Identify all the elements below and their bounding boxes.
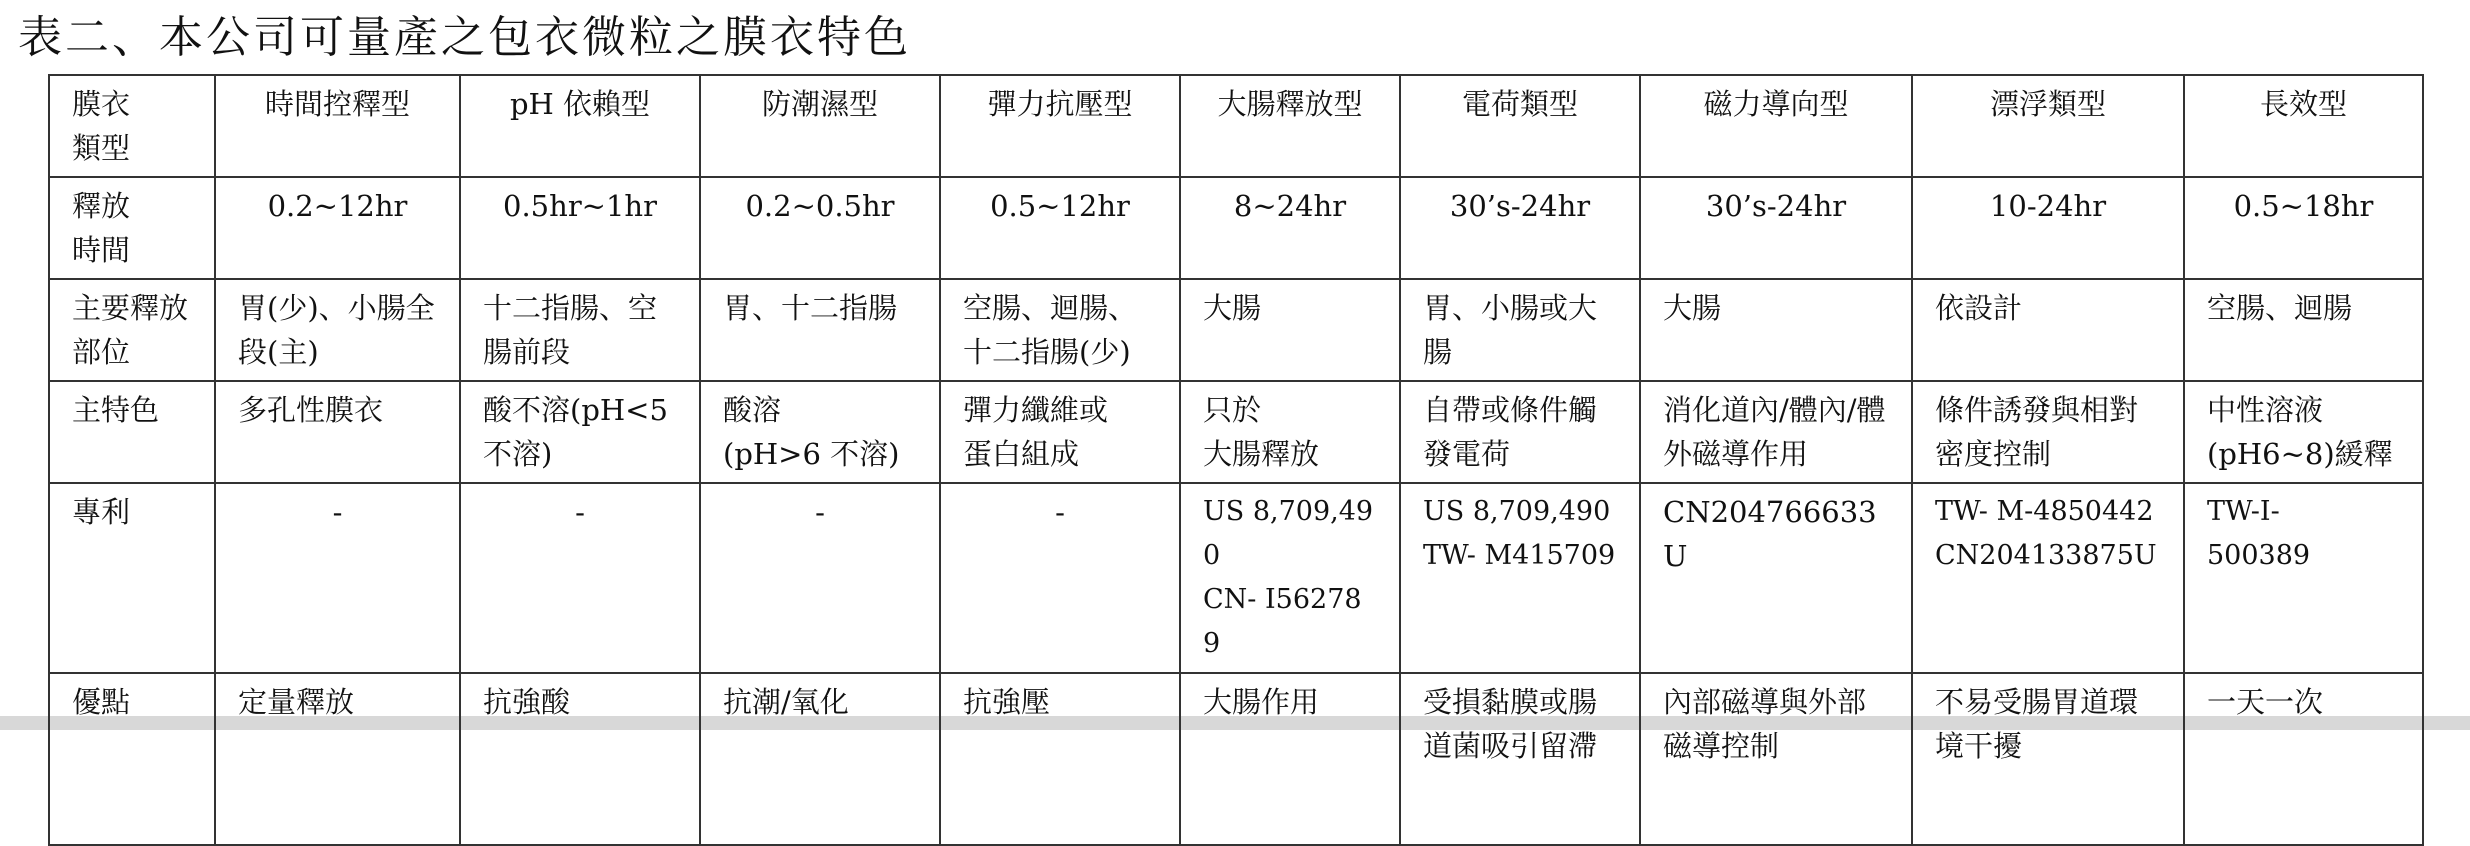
table-row-release-time	[49, 177, 2423, 279]
table-cell: TW- M-4850442 CN204133875U	[1912, 483, 2184, 673]
column-header: 大腸釋放型	[1180, 75, 1400, 177]
table-cell: -	[700, 483, 940, 673]
table-row-release-site	[49, 279, 2423, 381]
table-cell: 空腸、迴腸、十二指腸(少)	[940, 279, 1180, 381]
table-cell: 0.5~12hr	[940, 177, 1180, 279]
table-cell: 受損黏膜或腸道菌吸引留滯	[1400, 673, 1640, 845]
table-cell: 10-24hr	[1912, 177, 2184, 279]
table-cell: 胃、小腸或大腸	[1400, 279, 1640, 381]
table-title: 表二、本公司可量產之包衣微粒之膜衣特色	[18, 12, 911, 63]
table-cell: US 8,709,490 CN- I562789	[1180, 483, 1400, 673]
table-cell: 十二指腸、空腸前段	[460, 279, 700, 381]
table-cell: 大腸	[1640, 279, 1912, 381]
column-header: 彈力抗壓型	[940, 75, 1180, 177]
table-cell: -	[460, 483, 700, 673]
row-header: 釋放時間	[49, 177, 215, 279]
table-cell: 自帶或條件觸發電荷	[1400, 381, 1640, 483]
table-cell: 條件誘發與相對密度控制	[1912, 381, 2184, 483]
table-cell: US 8,709,490 TW- M415709	[1400, 483, 1640, 673]
table-row-patent	[49, 483, 2423, 673]
table-cell: 酸溶 (pH>6 不溶)	[700, 381, 940, 483]
table-cell: 抗強酸	[460, 673, 700, 845]
table-cell: CN204766633U	[1640, 483, 1912, 673]
table-cell: TW-I- 500389	[2184, 483, 2423, 673]
table-cell: 胃(少)、小腸全段(主)	[215, 279, 460, 381]
table-cell: 消化道內/體內/體外磁導作用	[1640, 381, 1912, 483]
header-row	[49, 75, 2423, 177]
table-cell: 抗強壓	[940, 673, 1180, 845]
table-cell: 大腸	[1180, 279, 1400, 381]
column-header: 防潮濕型	[700, 75, 940, 177]
table-cell: 抗潮/氧化	[700, 673, 940, 845]
table-row-main-feature	[49, 381, 2423, 483]
coating-features-table	[48, 74, 2424, 846]
column-header: 時間控釋型	[215, 75, 460, 177]
column-header: pH 依賴型	[460, 75, 700, 177]
table-cell: 中性溶液 (pH6~8)緩釋	[2184, 381, 2423, 483]
table-row-advantage	[49, 673, 2423, 845]
row-header: 優點	[49, 673, 215, 845]
table-cell: 30’s-24hr	[1640, 177, 1912, 279]
column-header: 電荷類型	[1400, 75, 1640, 177]
table-cell: 30’s-24hr	[1400, 177, 1640, 279]
table-cell: 依設計	[1912, 279, 2184, 381]
table-cell: 8~24hr	[1180, 177, 1400, 279]
table-cell: -	[940, 483, 1180, 673]
table-cell: 酸不溶(pH<5不溶)	[460, 381, 700, 483]
column-header: 磁力導向型	[1640, 75, 1912, 177]
table-cell: 內部磁導與外部磁導控制	[1640, 673, 1912, 845]
row-header: 專利	[49, 483, 215, 673]
row-header-coating-type: 膜衣類型	[49, 75, 215, 177]
column-header: 長效型	[2184, 75, 2423, 177]
table-cell: 只於 大腸釋放	[1180, 381, 1400, 483]
table-cell: 不易受腸胃道環境干擾	[1912, 673, 2184, 845]
table-cell: 0.5~18hr	[2184, 177, 2423, 279]
table-cell: 0.2~12hr	[215, 177, 460, 279]
table-cell: 0.2~0.5hr	[700, 177, 940, 279]
column-header: 漂浮類型	[1912, 75, 2184, 177]
table-cell: 彈力纖維或 蛋白組成	[940, 381, 1180, 483]
table-cell: 一天一次	[2184, 673, 2423, 845]
table-cell: 空腸、迴腸	[2184, 279, 2423, 381]
table-cell: 多孔性膜衣	[215, 381, 460, 483]
table-cell: -	[215, 483, 460, 673]
row-header: 主要釋放部位	[49, 279, 215, 381]
row-header: 主特色	[49, 381, 215, 483]
table-cell: 大腸作用	[1180, 673, 1400, 845]
table-cell: 定量釋放	[215, 673, 460, 845]
table-cell: 0.5hr~1hr	[460, 177, 700, 279]
table-cell: 胃、十二指腸	[700, 279, 940, 381]
